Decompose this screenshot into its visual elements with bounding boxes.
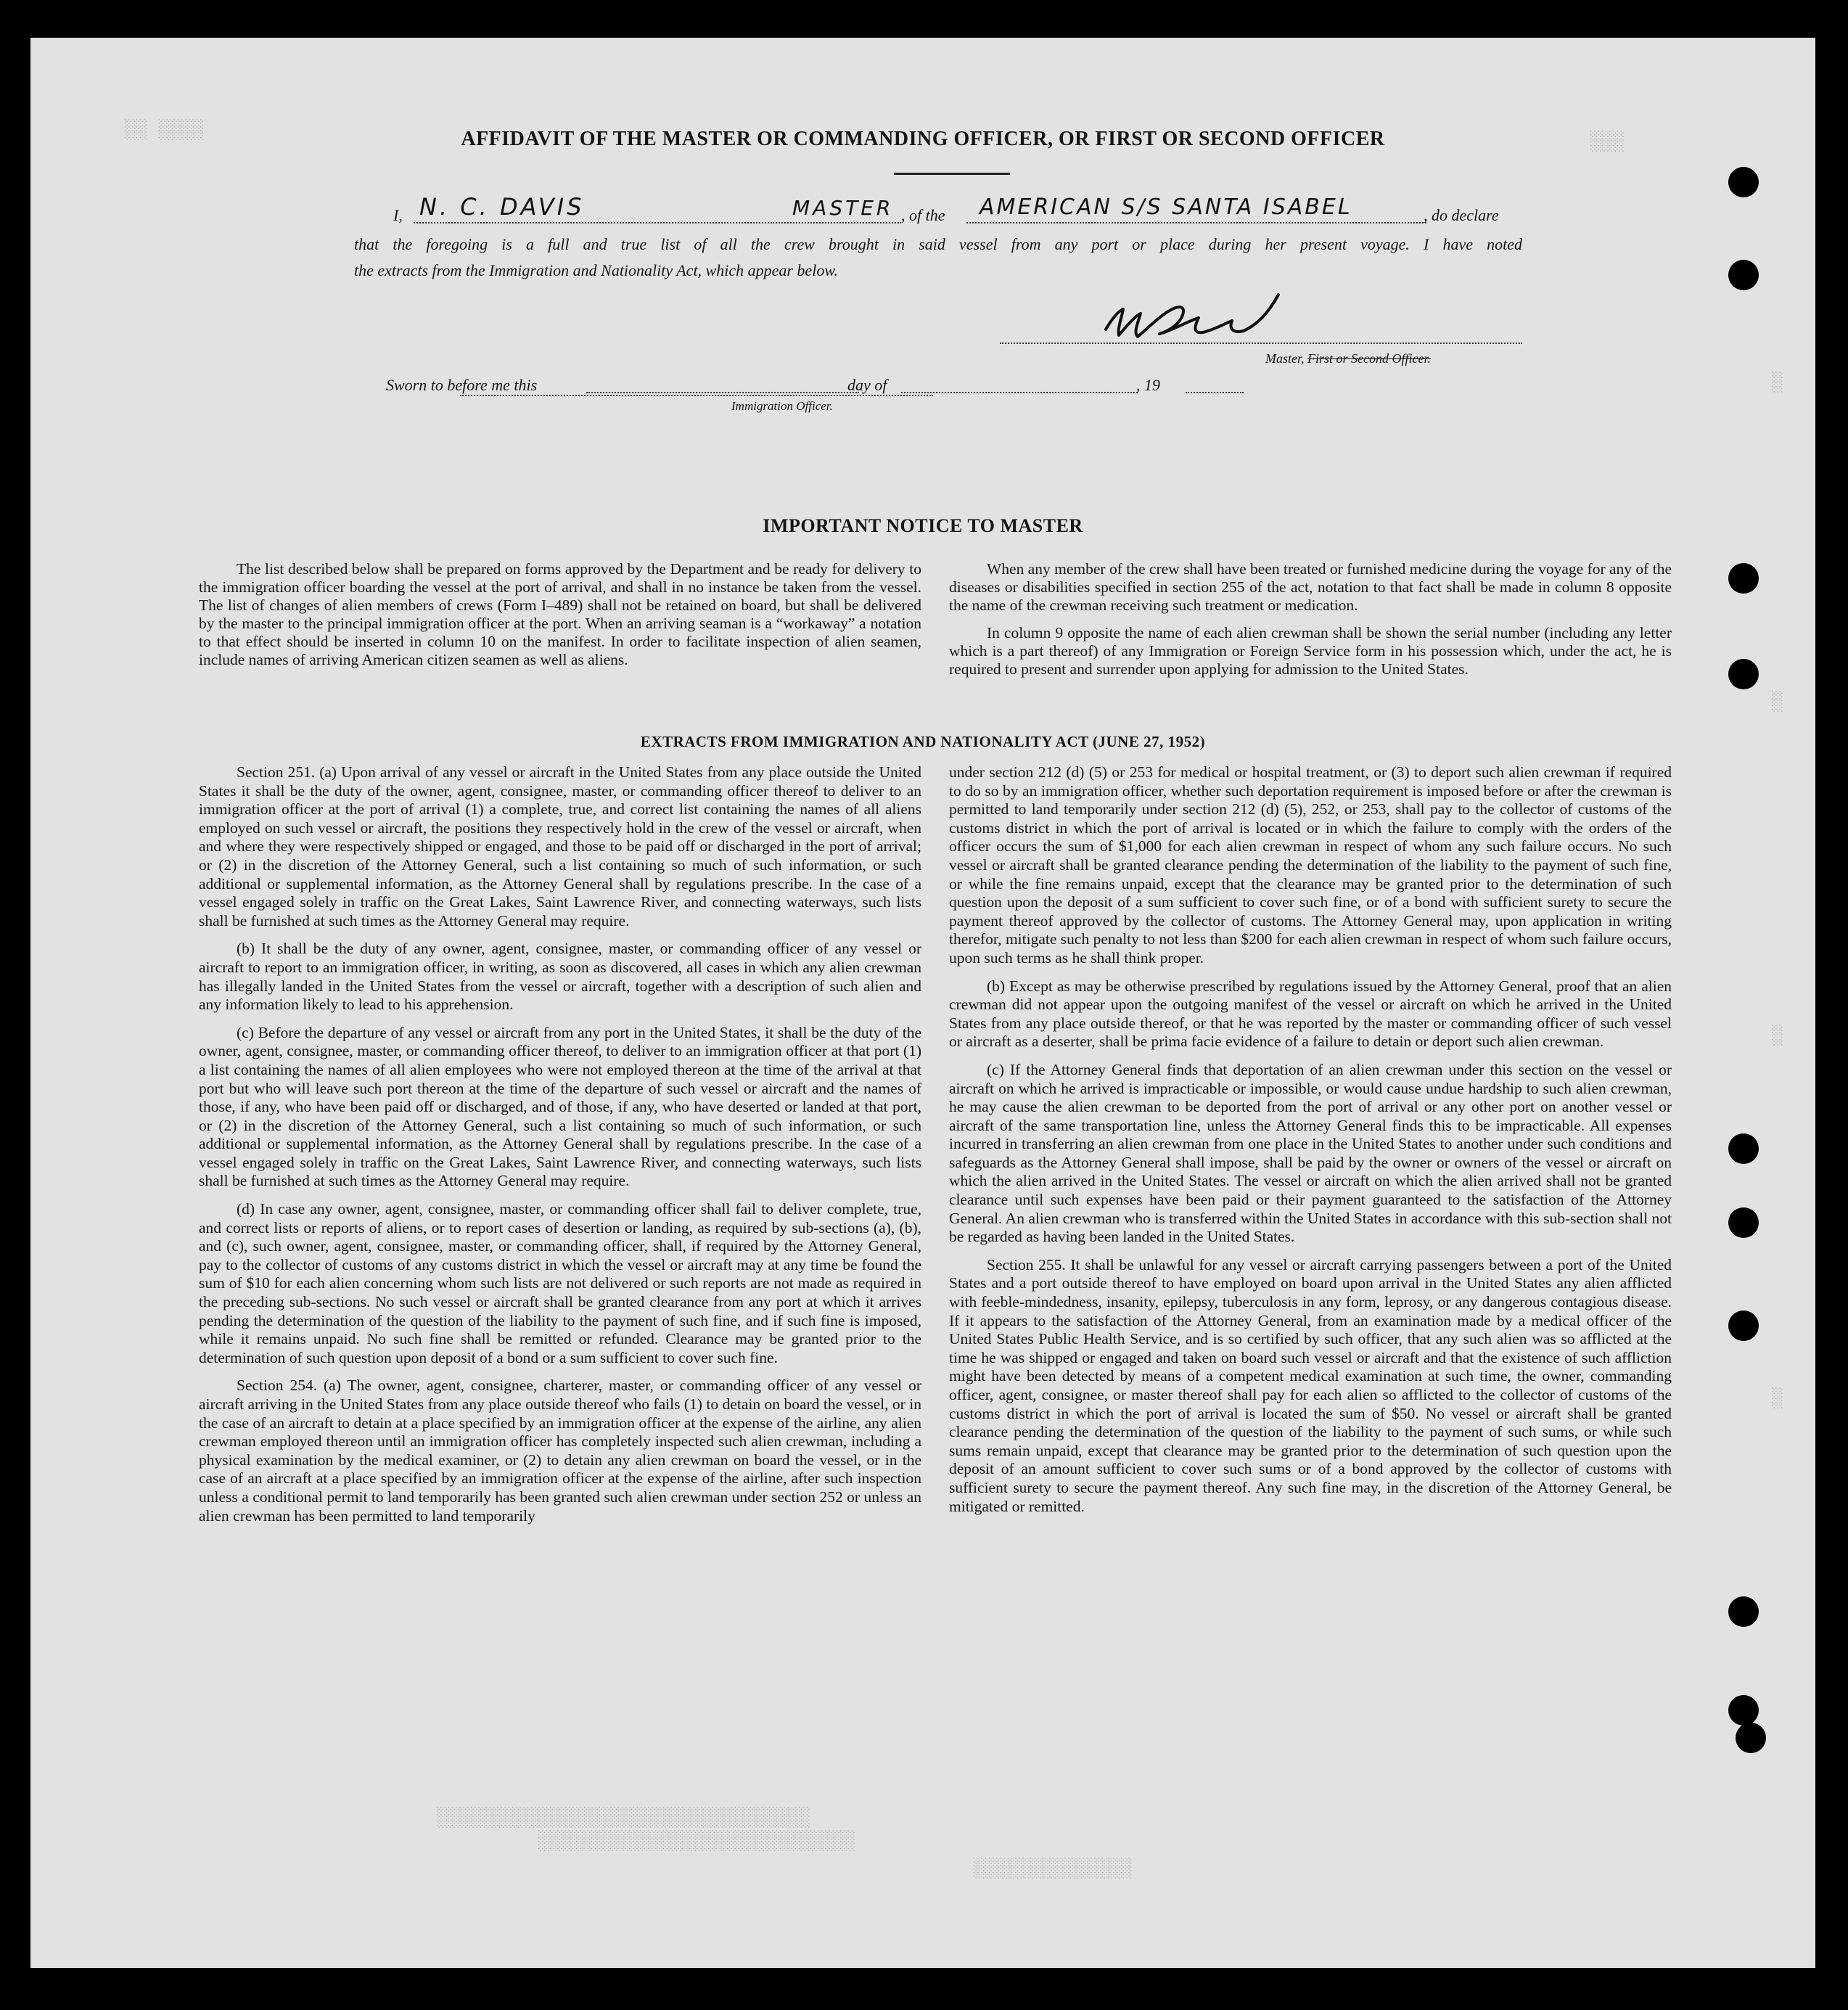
section-paragraph: (d) In case any owner, agent, consignee, master, or commanding officer shall fail to deliver complete, true, and correct lists or reports of aliens, or to report cases of desertion or landing, as required by sub-sections (a), (b), and (c), such owner, agent, consignee, master, or commanding officer, shall, if required by the Attorney General, pay to the collector of customs of any customs district in which the vessel or aircraft may at any time be found the sum of $10 for each alien concerning whom such lists are not delivered or such reports are not made as required in the preceding sub-sections. No such vessel or aircraft shall be granted clearance from any port at which it arrives pending the determination of the question of the liability to the payment of such fine, and if such fine is imposed, while it remains unpaid. No such fine shall be remitted or refunded. Clearance may be granted prior to the determination of such question upon deposit of a bond or a sum sufficient to cover such fine. (199, 1200, 921, 1366)
punch-hole (1728, 1207, 1759, 1238)
handwritten-vessel: AMERICAN S/S SANTA ISABEL (980, 194, 1352, 220)
extracts-left-column (199, 763, 921, 1525)
affidavit-title: AFFIDAVIT OF THE MASTER OR COMMANDING OFFICER, OR FIRST OR SECOND OFFICER (461, 128, 1385, 150)
master-signature (1090, 277, 1307, 357)
name-field (414, 193, 769, 223)
notice-right-column (949, 560, 1672, 678)
punch-hole (1728, 1596, 1759, 1627)
day-of-text: day of (847, 376, 887, 394)
year-text: , 19 (1136, 376, 1160, 394)
immigration-officer-line (460, 395, 933, 396)
bleed-through-mark: ░░ ░░░░ (125, 119, 205, 141)
of-the-text: , of the (901, 206, 945, 224)
notice-paragraph: When any member of the crew shall have been treated or furnished medicine during the voyage for any of the diseases or disabilities specified in section 255 of the act, notation to that fact shall be made in column 8 opposite the name of the crewman receiving such treatment or medication. (949, 560, 1672, 614)
extracts-right-column (949, 763, 1672, 1516)
punch-hole (1728, 1310, 1759, 1341)
section-paragraph: under section 212 (d) (5) or 253 for medical or hospital treatment, or (3) to deport such alien crewman if required to do so by an immigration officer, whether such deportation requirement is imposed before or after the crewman is permitted to land temporarily under section 212 (d) (5), 252, or 253, shall pay to the collector of customs of the customs district in which the port of arrival is located or in which the failure to comply with the orders of the officer occurs the sum of $1,000 for each alien crewman in respect of whom any such failure occurs. No such vessel or aircraft shall be granted clearance pending the determination of the liability to the payment of such fine, or while the fine remains unpaid, except that the clearance may be granted prior to the determination of such question upon the deposit of a sum sufficient to cover such fine, or of a bond with sufficient surety to secure the payment thereof approved by the collector of customs. The Attorney General may, upon application in writing therefor, mitigate such penalty to not less than $200 for each alien crewman in respect of whom such failure occurs, upon such terms as he shall think proper. (949, 763, 1672, 967)
notice-paragraph: The list described below shall be prepared on forms approved by the Department and be ready for delivery to the immigration officer boarding the vessel at the port of arrival, and shall in no instance be taken from the vessel. The list of changes of alien members of crews (Form I–489) shall not be retained on board, but shall be delivered by the master to the principal immigration officer at the port. When an arriving seaman is a “workaway” a notation to that effect should be inserted in column 10 on the manifest. In order to facilitate inspection of alien seamen, include names of arriving American citizen seamen as well as aliens. (199, 560, 921, 668)
signature-line (1000, 342, 1522, 344)
immigration-officer-caption: Immigration Officer. (731, 399, 833, 413)
punch-hole (1728, 1695, 1759, 1726)
punch-hole (1728, 563, 1759, 594)
bleed-through-mark: ░ (1772, 1387, 1783, 1409)
notice-paragraph: In column 9 opposite the name of each alien crewman shall be shown the serial number (including any letter which is a part thereof) of any Immigration or Foreign Service form in his possession which, under the act, he is required to present and surrender upon applying for admission to the United States. (949, 624, 1672, 678)
sworn-day-field (586, 357, 859, 393)
punch-hole (1728, 260, 1759, 290)
section-paragraph: Section 255. It shall be unlawful for any vessel or aircraft carrying passengers between a port of the United States and a port outside thereof to have employed on board upon arrival in the United States any alien afflicted with feeble-mindedness, insanity, epilepsy, tuberculosis in any form, leprosy, or any dangerous contagious disease. If it appears to the satisfaction of the Attorney General, from an examination made by a medical officer of the United States Public Health Service, and is so certified by such officer, that any such alien was so afflicted at the time he was shipped or engaged and taken on board such vessel or aircraft and that the existence of such affliction might have been detected by means of a competent medical examination at such time, the owner, commanding officer, agent, consignee, or master thereof shall pay for each alien so afflicted to the collector of customs of the customs district in which the port of arrival is located the sum of $50. No vessel or aircraft shall be granted clearance pending the determination of the question of the liability to the payment of such sums, or while such sums remain unpaid, except that clearance may be granted prior to the determination of such question upon the deposit of an amount sufficient to cover such sums or of a bond approved by the collector of customs with sufficient surety to secure the payment thereof. Any such fine may, in the discretion of the Attorney General, be mitigated or remitted. (949, 1255, 1672, 1515)
sworn-year-field (1186, 357, 1244, 393)
notice-left-column (199, 560, 921, 669)
section-paragraph: Section 254. (a) The owner, agent, consignee, charterer, master, or commanding officer of any vessel or aircraft arriving in the United States from any place outside thereof who fails (1) to detain on board the vessel, or in the case of an aircraft to detain at a place specified by an immigration officer at the expense of the airline, any alien crewman employed thereon until an immigration officer has completely inspected such alien crewman, including a physical examination by the medical examiner, or (2) to detain any alien crewman on board the vessel, or in the case of an aircraft at a place specified by an immigration officer at the expense of the airline, after such inspection unless a conditional permit to land temporarily has been granted such alien crewman under section 252 or unless an alien crewman has been permitted to land temporarily (199, 1377, 921, 1525)
handwritten-rank: MASTER (792, 196, 894, 220)
punch-hole (1736, 1723, 1766, 1753)
do-declare-text: , do declare (1424, 206, 1499, 224)
declaration-prefix: I, (393, 206, 403, 224)
sworn-month-field (901, 357, 1138, 393)
bleed-through-mark: ░░░ (1590, 131, 1625, 152)
bleed-through-mark: ░ (1772, 1025, 1783, 1046)
bleed-through-mark: ░ (1772, 372, 1783, 393)
handwritten-name: N. C. DAVIS (419, 193, 585, 221)
punch-hole (1728, 659, 1759, 689)
signature-caption (1265, 351, 1431, 366)
section-paragraph: (c) Before the departure of any vessel or aircraft from any port in the United States, it shall be the duty of the owner, agent, consignee, master, or commanding officer thereof, to deliver to an immigration officer at that port (1) a list containing the names of all alien employees who were not employed thereon at the time of the arrival at that port but who will leave such port thereon at the time of the departure of such vessel or aircraft and the names of those, if any, who have been paid off or discharged, and of those, if any, who have deserted or landed at that port, or (2) in the discretion of the Attorney General, such a list containing so much of such information, or such additional or supplemental information, as the Attorney General shall by regulations prescribe. In the case of a vessel engaged solely in traffic on the Great Lakes, Saint Lawrence River, and connecting waterways, such lists shall be furnished at such times as the Attorney General may require. (199, 1023, 921, 1190)
notice-title: IMPORTANT NOTICE TO MASTER (763, 515, 1083, 536)
section-paragraph: (c) If the Attorney General finds that deportation of an alien crewman under this section on the vessel or aircraft on which he arrived is impracticable or impossible, or would cause undue hardship to such alien crewman, he may cause the alien crewman to be deported from the port of arrival or any other port on another vessel or aircraft of the same transportation line, unless the Attorney General finds this to be impracticable. All expenses incurred in transferring an alien crewman from one place in the United States to another under such conditions and safeguards as the Attorney General shall impose, shall be paid by the owner or owners of the vessel or aircraft on which the alien arrived in the United States. The vessel or aircraft on which the alien arrived shall not be granted clearance until such expenses have been paid or their payment guaranteed to the satisfaction of the Attorney General. An alien crewman who is transferred within the United States in accordance with this sub-section shall not be regarded as having been landed in the United States. (949, 1060, 1672, 1246)
bleed-through-mark: ░ (1772, 691, 1783, 713)
extracts-title: EXTRACTS FROM IMMIGRATION AND NATIONALITY ACT (JUNE 27, 1952) (640, 733, 1206, 750)
caption-master: Master, (1265, 351, 1305, 366)
punch-hole (1728, 1133, 1759, 1164)
document-page (30, 38, 1815, 1968)
bleed-through-mark: ░░░░░░░░░░░░░░ (974, 1858, 1133, 1879)
section-paragraph: Section 251. (a) Upon arrival of any vessel or aircraft in the United States from any place outside the United States it shall be the duty of the owner, agent, consignee, master, or commanding officer thereof to deliver to an immigration officer at the port of arrival (1) a complete, true, and correct list containing the names of all aliens employed on such vessel or aircraft, the positions they respectively hold in the crew of the vessel or aircraft, when and where they were respectively shipped or engaged, and those to be paid off or discharged in the port of arrival; or (2) in the discretion of the Attorney General, such a list containing so much of such information, or such additional or supplemental information, as the Attorney General shall by regulations prescribe. In the case of a vessel engaged solely in traffic on the Great Lakes, Saint Lawrence River, and connecting waterways, such lists shall be furnished at such times as the Attorney General may require. (199, 763, 921, 930)
section-paragraph: (b) Except as may be otherwise prescribed by regulations issued by the Attorney General, proof that an alien crewman did not appear upon the outgoing manifest of the vessel or aircraft on which he arrived in the United States from any place outside thereof, or that he was reported by the master or commanding officer of such vessel or aircraft as a deserter, shall be prima facie evidence of a failure to detain or deport such alien crewman. (949, 977, 1672, 1051)
bleed-through-mark: ░░░░░░░░░░░░░░░░░░░░░░░░░░░░ (538, 1830, 855, 1852)
caption-struck-officer: First or Second Officer. (1307, 351, 1431, 366)
vessel-field (966, 193, 1426, 223)
section-paragraph: (b) It shall be the duty of any owner, agent, consignee, master, or commanding officer of any vessel or aircraft to report to an immigration officer, in writing, as soon as discovered, all cases in which any alien crewman has illegally landed in the United States from the vessel or aircraft, together with a description of such alien and any information likely to lead to his apprehension. (199, 940, 921, 1014)
punch-hole (1728, 167, 1759, 197)
rank-field (771, 193, 901, 223)
title-rule (894, 173, 1010, 175)
sworn-text: Sworn to before me this (386, 376, 538, 394)
declaration-line-2: that the foregoing is a full and true list of all the crew brought in said vessel from any port or place during her present voyage. I have noted (354, 235, 1522, 253)
declaration-line-3: the extracts from the Immigration and Nationality Act, which appear below. (354, 261, 838, 279)
bleed-through-mark: ░░░░░░░░░░░░░░░░░░░░░░░░░░░░░░░░░ (437, 1807, 810, 1829)
